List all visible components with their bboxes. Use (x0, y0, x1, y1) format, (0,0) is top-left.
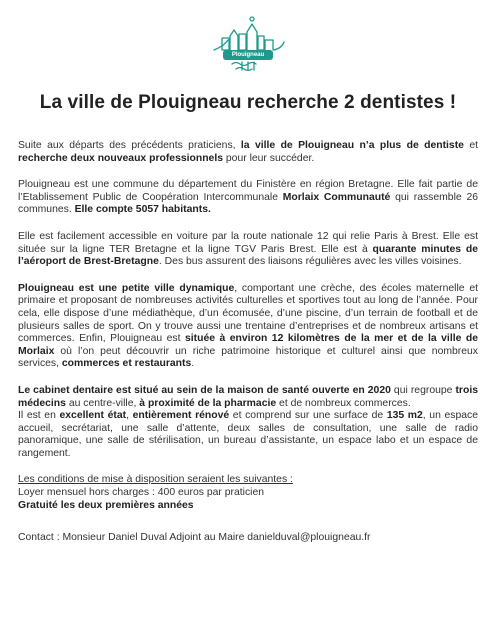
paragraph-condition (18, 410, 478, 460)
text-run: pour leur succéder. (223, 152, 315, 164)
paragraph-town-life (18, 283, 478, 371)
text-run: , un espace accueil, secrétariat, une salle d’attente, deux salles de consultation, une salle de radio panoramique, une salle de stérilisation, un bureau d’assistante, un espace labo et un espace de rangement. (18, 410, 478, 459)
text-bold: Plouigneau est une petite ville dynamique (18, 282, 235, 294)
text-run: et de nombreux commerces. (276, 397, 411, 409)
conditions-rent: Loyer mensuel hors charges : 400 euros par praticien (18, 487, 265, 499)
text-run: , comportant une crèche, des écoles maternelle et primaire et proposant de nombreuses activités culturelles et sportives tout au long de l’année. Pour cela, elle dispose d’une médiathèque, d’un écomusée, d’une piscine, d’un terrain de football et de plusieurs salles de sport. On y trouve aussi une trentaine d’entreprises et de nombreux artisans et commerces. Enfin, Plouigneau est (18, 282, 479, 345)
text-run: et (463, 140, 479, 151)
text-bold: Morlaix Communauté (282, 191, 391, 203)
text-bold: à proximité de la pharmacie (139, 397, 277, 409)
text-run: qui rassemble 26 communes. (18, 191, 479, 216)
text-run: . (191, 358, 195, 370)
text-run: Elle est facilement accessible en voiture par la route nationale 12 qui relie Paris à Brest. Elle est située sur la ligne TER Bretagne et la ligne TGV Paris Brest. Elle est à (18, 230, 478, 255)
text-run: Plouigneau est une commune du département du Finistère en région Bretagne. Elle fait partie de l’Etablissement Public de Coopération Intercommunale (18, 179, 478, 203)
text-bold: recherche deux nouveaux professionnels (18, 152, 223, 164)
conditions-free-text: Gratuité les deux premières années (18, 499, 194, 511)
text-bold: Le cabinet dentaire est situé au sein de la maison de santé ouverte en 2020 (18, 384, 391, 396)
text-bold: 135 m2 (386, 410, 423, 422)
paragraph-access (18, 231, 478, 269)
text-bold: entièrement rénové (132, 410, 230, 422)
text-run: Il est en (18, 410, 60, 422)
text-bold: située à environ 12 kilomètres de la mer et de la ville de Morlaix (18, 333, 478, 357)
city-skyline-icon (208, 10, 288, 74)
document-body (18, 140, 478, 545)
paragraph-commune (18, 179, 478, 217)
text-run: et comprend sur une surface de (229, 410, 387, 422)
text-bold: quarante minutes de l’aéroport de Brest-Bretagne (18, 243, 478, 268)
paragraph-cabinet (18, 385, 478, 410)
text-bold: Elle compte 5057 habitants. (74, 204, 211, 216)
conditions-free (18, 500, 478, 513)
logo-name-badge: Plouigneau (223, 50, 273, 60)
text-bold: trois médecins (18, 384, 478, 409)
text-run: qui regroupe (390, 384, 456, 396)
text-run: au centre-ville, (65, 397, 140, 409)
paragraph-intro (18, 140, 478, 165)
text-run: , (126, 410, 133, 422)
conditions-heading-text: Les conditions de mise à disposition seraient les suivantes : (18, 474, 293, 486)
text-run: où l’on peut découvrir un riche patrimoine historique et culturel ainsi que nombreux services, (18, 345, 478, 370)
text-bold: commerces et restaurants (61, 358, 192, 370)
text-run: Suite aux départs des précédents praticiens, (18, 140, 241, 151)
text-run: . Des bus assurent des liaisons régulières avec les villes voisines. (158, 256, 462, 268)
text-bold: excellent état (59, 410, 127, 422)
conditions-heading (18, 474, 478, 487)
city-skyline-logo (208, 10, 288, 74)
text-bold: la ville de Plouigneau n’a plus de dentiste (240, 140, 464, 151)
contact-line: Contact : Monsieur Daniel Duval Adjoint au Maire danielduval@plouigneau.fr (18, 532, 371, 544)
page-title: La ville de Plouigneau recherche 2 dentistes ! (39, 92, 457, 113)
